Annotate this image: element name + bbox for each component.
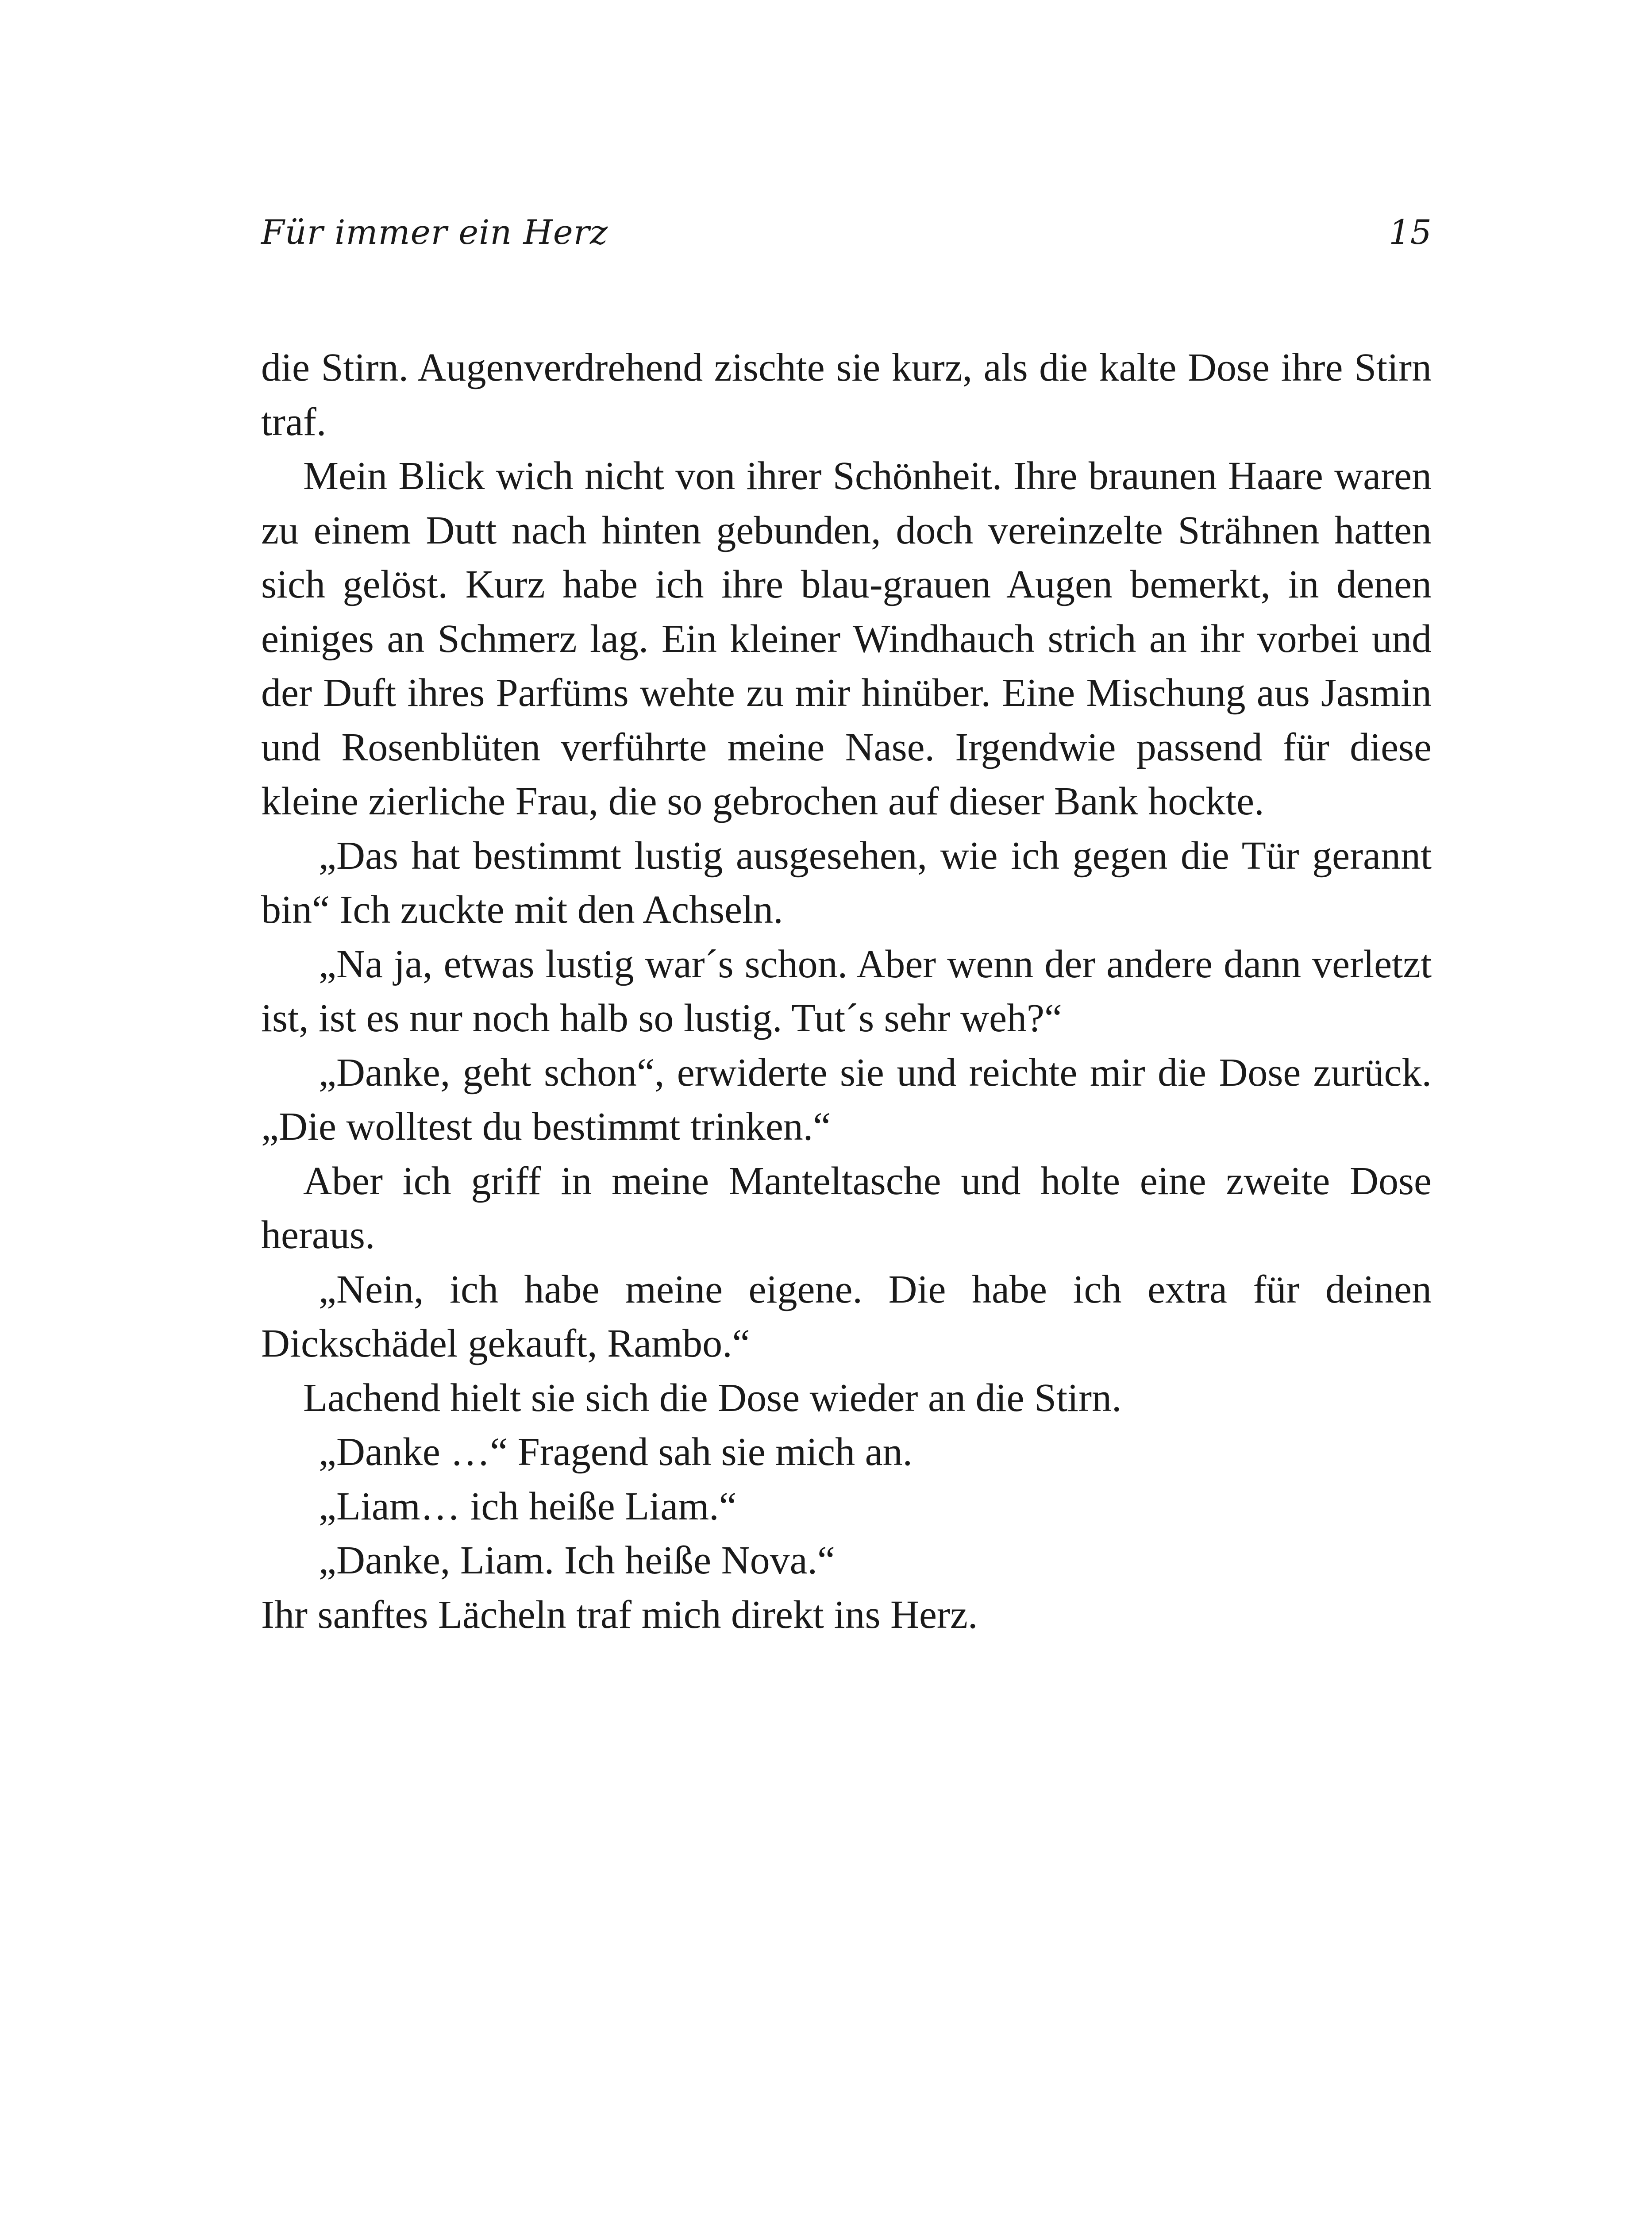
dialog-paragraph: „Na ja, etwas lustig war´s schon. Aber wenn der andere dann verletzt ist, ist es nur noch halb so lustig. Tut´s sehr weh?“ (261, 942, 1432, 1040)
page-number: 15 (1389, 212, 1432, 252)
paragraph: Mein Blick wich nicht von ihrer Schönheit. Ihre braunen Haare waren zu einem Dutt nach hinten gebunden, doch vereinzelte Strähnen hatten sich gelöst. Kurz habe ich ihre blau-grauen Augen bemerkt, in denen einiges an Schmerz lag. Ein kleiner Windhauch strich an ihr vorbei und der Duft ihres Parfüms wehte zu mir hinüber. Eine Mischung aus Jasmin und Rosenblüten verführte meine Nase. Irgendwie passend für diese kleine zierliche Frau, die so gebrochen auf dieser Bank hockte. (261, 454, 1432, 823)
paragraph: Aber ich griff in meine Manteltasche und holte eine zweite Dose heraus. (261, 1159, 1432, 1257)
dialog-paragraph: „Danke, geht schon“, erwiderte sie und reichte mir die Dose zurück. „Die wolltest du bestimmt trinken.“ (261, 1050, 1432, 1149)
dialog-paragraph: „Liam… ich heiße Liam.“ (319, 1484, 737, 1528)
paragraph: Ihr sanftes Lächeln traf mich direkt ins Herz. (261, 1592, 978, 1637)
dialog-paragraph: „Das hat bestimmt lustig ausgesehen, wie ich gegen die Tür gerannt bin“ Ich zuckte mit den Achseln. (261, 833, 1432, 932)
dialog-paragraph: „Nein, ich habe meine eigene. Die habe ich extra für deinen Dickschädel gekauft, Rambo.“ (261, 1267, 1432, 1365)
dialog-paragraph: „Danke, Liam. Ich heiße Nova.“ (319, 1538, 835, 1582)
body-text (261, 341, 1432, 1642)
book-title: Für immer ein Herz (261, 212, 608, 252)
running-header (261, 208, 1432, 266)
paragraph: Lachend hielt sie sich die Dose wieder an die Stirn. (303, 1376, 1122, 1420)
dialog-paragraph: „Danke …“ Fragend sah sie mich an. (319, 1430, 913, 1474)
paragraph: die Stirn. Augenverdrehend zischte sie kurz, als die kalte Dose ihre Stirn traf. (261, 346, 1432, 444)
